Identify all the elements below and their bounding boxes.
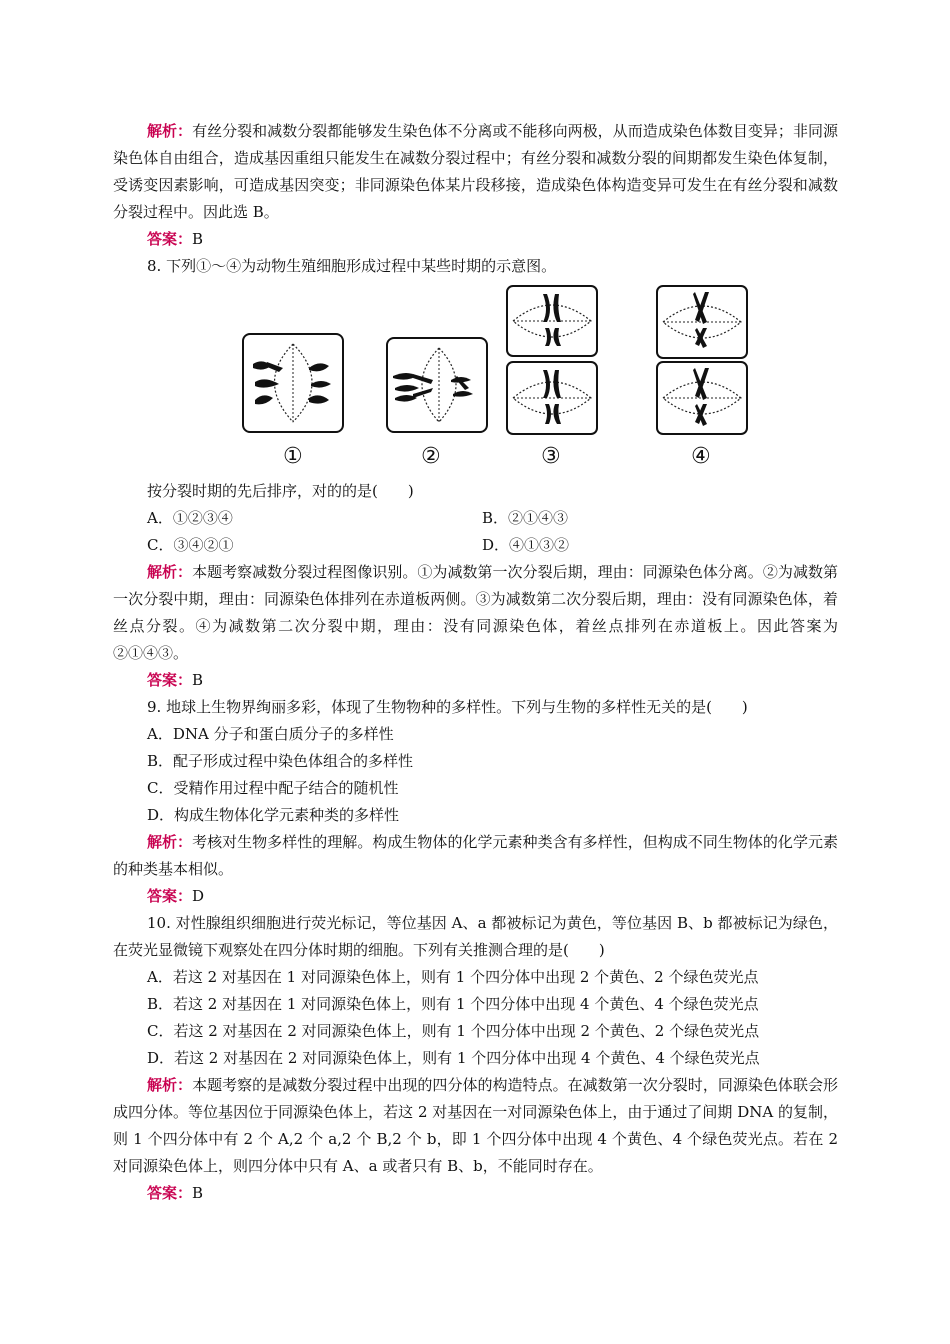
q10-answer [113, 1180, 838, 1207]
q8-option-b: B．②①④③ [482, 509, 569, 527]
figure-label-4: ④ [691, 444, 711, 469]
answer-label: 答案： [147, 1184, 193, 1202]
analysis-label: 解析： [147, 833, 193, 851]
q8-question: 按分裂时期的先后排序，对的的是( ) [147, 482, 414, 500]
q10-analysis [113, 1072, 838, 1180]
analysis-text: 考核对生物多样性的理解。构成生物体的化学元素种类含有多样性，但构成不同生物体的化学元素的种类基本相似。 [113, 833, 838, 878]
q9-option-c: C．受精作用过程中配子结合的随机性 [147, 779, 399, 797]
q8-answer [113, 667, 838, 694]
q8-option-d: D．④①③② [482, 536, 570, 554]
analysis-text: 本题考察减数分裂过程图像识别。①为减数第一次分裂后期，理由：同源染色体分离。②为减数第一次分裂中期，理由：同源染色体排列在赤道板两侧。③为减数第二次分裂后期，理由：没有同源染色体，着丝点分裂。④为减数第二次分裂中期，理由：没有同源染色体，着丝点排列在赤道板上。因此答案为②①④③。 [113, 563, 838, 662]
answer-value: B [192, 230, 204, 248]
analysis-text: 本题考察的是减数分裂过程中出现的四分体的构造特点。在减数第一次分裂时，同源染色体联会形成四分体。等位基因位于同源染色体上，若这 2 对基因在一对同源染色体上，由于通过了间期 DNA 的复制，则 1 个四分体中有 2 个 A,2 个 a,2 个 B,2 个 b，即 1 个四分体中出现 4 个黄色、4 个绿色荧光点。若在 2 对同源染色体上，则四分体中只有 A、a 或者只有 B、b，不能同时存在。 [113, 1076, 838, 1175]
figure-label-1: ① [283, 444, 303, 469]
analysis-label: 解析： [147, 122, 193, 140]
answer-value: D [192, 887, 205, 905]
q8-options-row-1 [113, 505, 838, 532]
answer-label: 答案： [147, 671, 193, 689]
q9-option-b: B．配子形成过程中染色体组合的多样性 [147, 752, 414, 770]
q9-analysis [113, 829, 838, 883]
cell-diagram-2 [385, 336, 489, 434]
q10-option-b: B．若这 2 对基因在 1 对同源染色体上，则有 1 个四分体中出现 4 个黄色、4 个绿色荧光点 [147, 995, 759, 1013]
q8-option-c: C．③④②① [147, 536, 234, 554]
cell-division-figure [113, 284, 838, 476]
q9-option-d: D．构成生物体化学元素种类的多样性 [147, 806, 400, 824]
q8-stem: 8. 下列①～④为动物生殖细胞形成过程中某些时期的示意图。 [147, 257, 557, 275]
answer-label: 答案： [147, 887, 193, 905]
figure-label-2: ② [421, 444, 441, 469]
cell-diagram-4 [655, 284, 749, 436]
answer-label: 答案： [147, 230, 193, 248]
figure-label-3: ③ [541, 444, 561, 469]
q7-analysis [113, 118, 838, 226]
q10-option-c: C．若这 2 对基因在 2 对同源染色体上，则有 1 个四分体中出现 2 个黄色、2 个绿色荧光点 [147, 1022, 760, 1040]
analysis-text: 有丝分裂和减数分裂都能够发生染色体不分离或不能移向两极，从而造成染色体数目变异；非同源染色体自由组合，造成基因重组只能发生在减数分裂过程中；有丝分裂和减数分裂的间期都发生染色体复制，受诱变因素影响，可造成基因突变；非同源染色体某片段移接，造成染色体构造变异可发生在有丝分裂和减数分裂过程中。因此选 B。 [113, 122, 838, 221]
q9-stem: 9. 地球上生物界绚丽多彩，体现了生物物种的多样性。下列与生物的多样性无关的是( ) [147, 698, 748, 716]
cell-diagram-1 [241, 332, 345, 434]
q10-option-a: A．若这 2 对基因在 1 对同源染色体上，则有 1 个四分体中出现 2 个黄色、2 个绿色荧光点 [147, 968, 759, 986]
answer-value: B [192, 1184, 204, 1202]
q10-stem: 10. 对性腺组织细胞进行荧光标记，等位基因 A、a 都被标记为黄色，等位基因 B、b 都被标记为绿色，在荧光显微镜下观察处在四分体时期的细胞。下列有关推测合理的是( ) [113, 914, 838, 959]
q8-option-a: A．①②③④ [147, 509, 233, 527]
cell-diagram-3 [505, 284, 599, 436]
q8-options-row-2 [113, 532, 838, 559]
q9-answer [113, 883, 838, 910]
analysis-label: 解析： [147, 1076, 193, 1094]
q9-option-a: A．DNA 分子和蛋白质分子的多样性 [147, 725, 394, 743]
document-page [113, 118, 838, 1207]
q10-option-d: D．若这 2 对基因在 2 对同源染色体上，则有 1 个四分体中出现 4 个黄色、4 个绿色荧光点 [147, 1049, 760, 1067]
analysis-label: 解析： [147, 563, 193, 581]
answer-value: B [192, 671, 204, 689]
q8-analysis [113, 559, 838, 667]
q7-answer [113, 226, 838, 253]
